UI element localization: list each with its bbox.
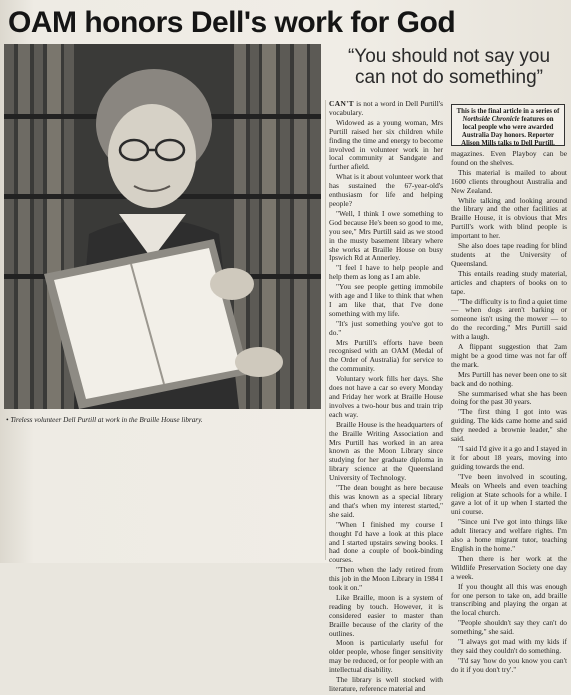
paragraph: She also does tape reading for blind students at the University of Queensland.	[451, 241, 567, 268]
paragraph: "The first thing I got into was guiding. The kids came home and said they needed a brownie leader," she said.	[451, 407, 567, 444]
paragraph: "It's just something you've got to do."	[329, 318, 443, 337]
paragraph: Voluntary work fills her days. She does not have a car so every Monday and Friday her work at Braille House involves a two-hour bus and train trip each way.	[329, 374, 443, 419]
paragraph: "When I finished my course I thought I'd have a look at this place and I started upstairs sewing books. I had done a couple of book-binding courses.	[329, 519, 443, 565]
paragraph: "I said I'd give it a go and I stayed in it for about 18 years, moving into guiding towards the end.	[451, 444, 567, 471]
paragraph: "I'd say 'how do you know you can't do it if you don't try'."	[451, 655, 567, 674]
paragraph: "I always got mad with my kids if they said they couldn't do something.	[451, 637, 567, 655]
paragraph: This entails reading study material, articles and chapters of books on to tape.	[451, 268, 567, 296]
paragraph: "The dean bought as here because this was known as a special library and that's when my interest started," she said.	[329, 483, 443, 519]
article-column-1	[329, 100, 443, 695]
lead-caps: CAN'T	[329, 99, 354, 108]
lead-paragraph	[329, 100, 443, 118]
paragraph: Moon is particularly useful for older people, whose finger sensitivity may be reduced, or for people with an intellectual disability.	[329, 638, 443, 675]
paragraph: The library is well stocked with literature, reference material and	[329, 675, 443, 693]
paragraph: "You see people getting immobile with age and I like to think that when I am like that, that I've done something with my life.	[329, 282, 443, 318]
pull-quote: “You should not say you can not do something”	[347, 46, 551, 88]
paragraph: "People shouldn't say they can't do something," she said.	[451, 618, 567, 637]
paragraph: What is it about volunteer work that has sustained the 67-year-old's enthusiasm for life and helping people?	[329, 172, 443, 208]
editor-note-text: This is the final article in a series of	[456, 108, 560, 115]
paragraph: "I've been involved in scouting, Meals on Wheels and even teaching religion at State schools for a while. I gave a lot of it up when I started the uni course.	[451, 471, 567, 517]
paragraph: This material is mailed to about 1600 clients throughout Australia and New Zealand.	[451, 167, 567, 195]
paragraph: Mrs Purtill's efforts have been recognised with an OAM (Medal of the Order of Australia) for service to the community.	[329, 337, 443, 374]
photo-dell-purtill	[4, 44, 321, 409]
editor-note-text: features on local people who were awarded Australia Day honors. Reporter Alison Mills talks to Dell Purtill.	[461, 116, 555, 147]
paragraph: "Then when the lady retired from this job in the Moon Library in 1984 I took it on."	[329, 565, 443, 593]
paragraph: Braille House is the headquarters of the Braille Writing Association and Mrs Purtill has worked in an area known as the Moon Library since studying for her graduate diploma in library science at the Queensland University of Technology.	[329, 419, 443, 483]
paragraph: She summarised what she has been doing for the past 30 years.	[451, 388, 567, 407]
paragraph: While talking and looking around the library and the other facilities at Braille House, it is obvious that Mrs Purtill's work with blind people is important to her.	[451, 195, 567, 241]
paragraph: magazines. Even Playboy can be found on the shelves.	[451, 149, 567, 167]
article-column-2	[451, 150, 567, 676]
paragraph: Like Braille, moon is a system of reading by touch. However, it is considered easier to master than Braille because of the clarity of the outlines.	[329, 592, 443, 638]
paragraph: A flippant suggestion that 2am might be a good time was not far off the mark.	[451, 342, 567, 369]
paragraph: If you thought all this was enough for one person to take on, add braille transcribing and playing the organ at the local church.	[451, 581, 567, 618]
publication-name: Northside Chronicle	[462, 116, 520, 123]
paragraph: Widowed as a young woman, Mrs Purtill raised her six children while finding the time and energy to become involved in volunteer work in her local community at Sandgate and further afield.	[329, 117, 443, 172]
lead-text: is not a word in Dell Purtill's vocabulary.	[329, 99, 443, 117]
paragraph: Then there is her work at the Wildlife Preservation Society one day a week.	[451, 553, 567, 581]
paragraph: "The difficulty is to find a quiet time — when dogs aren't barking or someone isn't using the mower — to do the recording," Mrs Purtill said with a laugh.	[451, 296, 567, 342]
editor-note-box	[451, 104, 565, 146]
paragraph: Mrs Purtill has never been one to sit back and do nothing.	[451, 369, 567, 388]
photo-caption: • Tireless volunteer Dell Purtill at work in the Braille House library.	[6, 416, 203, 424]
paragraph: "I feel I have to help people and help them as long as I am able.	[329, 263, 443, 282]
paragraph: "Since uni I've got into things like adult literacy and welfare rights. I'm also a home migrant tutor, teaching English in the home."	[451, 517, 567, 553]
paragraph: "Well, I think I owe something to God because He's been so good to me, you see," Mrs Purtill said as we stood in the musty basement library where she works at Braille House on busy Ipswich Rd at Annerley.	[329, 208, 443, 263]
headline: OAM honors Dell's work for God	[8, 6, 456, 39]
column-rule	[325, 100, 326, 560]
